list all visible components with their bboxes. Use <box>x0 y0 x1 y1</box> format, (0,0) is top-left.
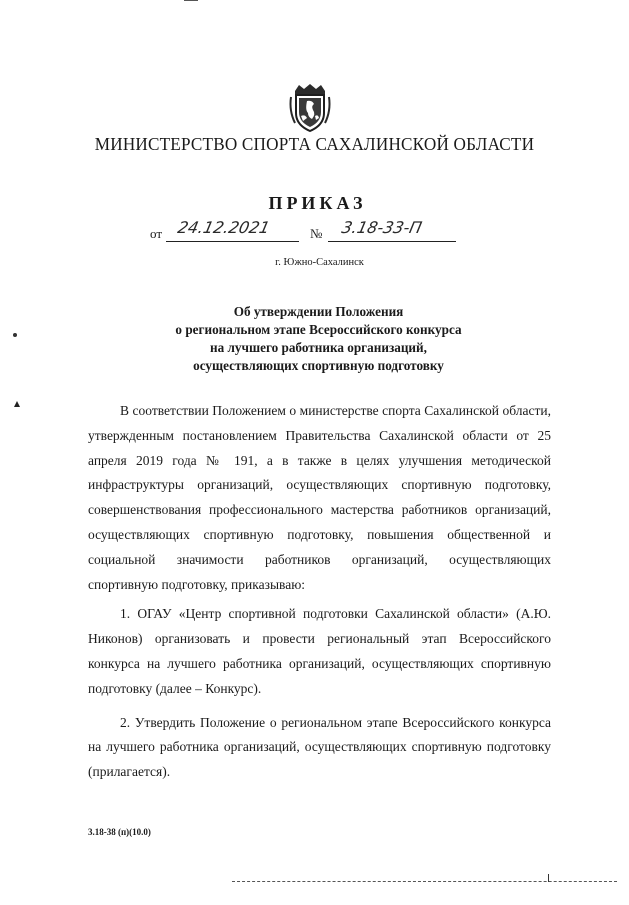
scan-artifact <box>14 401 20 407</box>
preamble-paragraph: В соответствии Положением о министерстве спорта Сахалинской области, утвержденным постановлением Правительства Сахалинской области от 25 апреля 2019 года № 191, а в также в целях улучшения методической инфраструктуры организаций, осуществляющих спортивную подготовку, совершенствования профессионального мастерства работников организаций, осуществляющих спортивную подготовку, повышения общественной и социальной значимости работников организаций, осуществляющих спортивную подготовку, приказываю: <box>88 403 551 592</box>
order-item-2: 2. Утвердить Положение о региональном этапе Всероссийского конкурса на лучшего работника организаций, осуществляющих спортивную подготовку (прилагается). <box>88 714 551 780</box>
scan-artifact <box>13 333 17 337</box>
order-subject <box>0 303 629 375</box>
subject-line: на лучшего работника организаций, <box>210 340 427 355</box>
date-label: от <box>150 226 163 241</box>
number-underline <box>328 241 456 242</box>
order-date: 24.12.2021 <box>175 218 272 237</box>
subject-line: осуществляющих спортивную подготовку <box>193 358 444 373</box>
order-item-1: 1. ОГАУ «Центр спортивной подготовки Сахалинской области» (А.Ю. Никонов) организовать и провести региональный этап Всероссийского конкурса на лучшего работника организаций, осуществляющих спортивную подготовку (далее – Конкурс). <box>88 606 551 696</box>
subject-line: о региональном этапе Всероссийского конкурса <box>175 322 462 337</box>
order-number: 3.18-33-П <box>339 218 424 237</box>
number-label: № <box>310 226 323 241</box>
scan-artifact <box>184 0 198 1</box>
footer-divider <box>232 881 617 882</box>
coat-of-arms-icon <box>287 83 333 133</box>
document-title: ПРИКАЗ <box>268 193 367 213</box>
ministry-name: МИНИСТЕРСТВО СПОРТА САХАЛИНСКОЙ ОБЛАСТИ <box>94 134 535 154</box>
date-underline <box>166 241 299 242</box>
scan-artifact <box>548 874 549 882</box>
city: г. Южно-Сахалинск <box>275 257 364 268</box>
form-code: 3.18-38 (п)(10.0) <box>88 827 151 837</box>
order-body <box>88 399 551 785</box>
subject-line: Об утверждении Положения <box>233 304 404 319</box>
